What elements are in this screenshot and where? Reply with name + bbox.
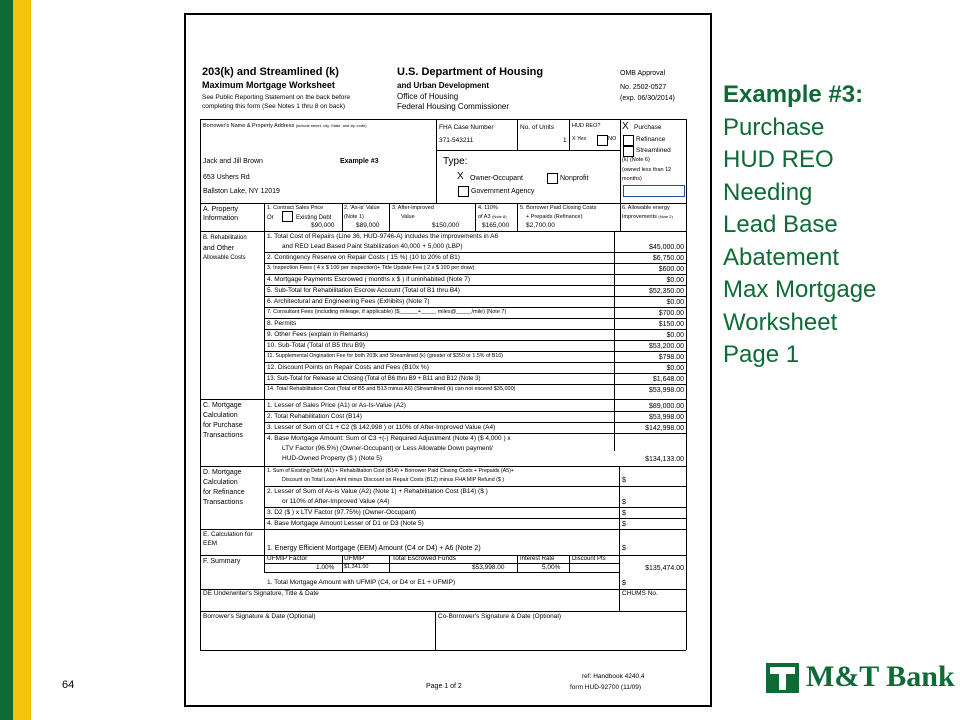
section-e-label-2: EEM [203, 540, 218, 547]
form-ref-number: form HUD-92700 (11/09) [570, 684, 642, 691]
ufmip-factor-label: UFMIP Factor [267, 555, 308, 562]
omb-approval: OMB Approval [620, 70, 666, 77]
d1-dollar: $ [622, 477, 626, 484]
a5-value: $2,700.00 [526, 222, 555, 229]
streamlined-checkbox [623, 146, 634, 157]
c2-value: $53,998.00 [648, 414, 684, 421]
coborrower-signature: Co-Borrower's Signature & Date (Optional) [438, 613, 561, 620]
nonprofit-checkbox [547, 173, 558, 184]
hud-reo-label: HUD REO? [572, 123, 601, 129]
section-d-label-3: for Refinance [203, 489, 245, 496]
section-b-label-1: B. Rehabilitation [203, 235, 247, 241]
d1-text-1: 1. Sum of Existing Debt (A1) + Rehabilitation Cost (B14) + Borrower Paid Closing Costs + Prepaids (A5)+ [267, 468, 515, 474]
b12-text: 12. Discount Points on Repair Costs and Fees (B10x %) [267, 364, 429, 371]
form-note-2: completing this form (See Notes 1 thru 8 on back) [202, 103, 346, 110]
slide-title-line-4: Needing [723, 178, 813, 206]
purchase-mark: X [622, 121, 629, 132]
slide-title-line-7: Max Mortgage [723, 276, 877, 303]
b14-value: $53,998.00 [648, 387, 684, 394]
slide-title-line-1: Example #3: [723, 81, 864, 108]
a1-value: $90,000 [311, 222, 335, 229]
units-label: No. of Units [520, 124, 554, 131]
a6-head-1: 6. Allowable energy [622, 205, 670, 211]
mt-bank-logo-text: M&T Bank [806, 660, 955, 693]
d3-text: 3. D2 ($ ) x LTV Factor (97.75%) (Owner-Occupant) [267, 509, 417, 516]
b10-value: $53,200.00 [648, 343, 684, 350]
d4-dollar: $ [622, 521, 626, 528]
slide-title-line-6: Abatement [723, 243, 840, 271]
b9-text: 9. Other Fees (explain in Remarks) [267, 331, 369, 338]
units-value: 1 [563, 137, 567, 144]
b6-text: 6. Architectural and Engineering Fees (Exhibits) (Note 7) [267, 298, 430, 305]
b7-value: $700.00 [658, 310, 684, 317]
b14-text: 14. Total Rehabilitation Cost (Total of B5 and B13 minus A6) (Streamlined (k) can not exceed $35,000) [267, 386, 516, 392]
c3-text: 3. Lesser of Sum of C1 + C2 ($ 142,998 ) or 110% of After-Improved Value (A4) [267, 424, 496, 431]
form-page-indicator: Page 1 of 2 [426, 683, 462, 690]
borrower-signature: Borrower's Signature & Date (Optional) [203, 613, 316, 620]
k-note: (k) (Note 6) [622, 157, 650, 163]
a2-note: (Note 1) [344, 214, 364, 220]
section-a-label-2: Information [203, 215, 239, 222]
form-dept-3: Office of Housing [397, 92, 459, 101]
section-d-label-2: Calculation [203, 479, 238, 486]
a5-head-1: 5. Borrower Paid Closing Costs [520, 205, 597, 211]
section-b-label-2: and Other [203, 245, 235, 252]
section-c-label-1: C. Mortgage [203, 402, 242, 409]
hud-reo-no: NO [608, 136, 617, 142]
b9-value: $0.00 [666, 332, 684, 339]
b13-text: 13. Sub-Total for Release at Closing (Total of B6 thru B9 + B11 and B12 (Note 3) [267, 376, 481, 382]
slide-title-line-8: Worksheet [723, 308, 838, 336]
omb-number: No. 2502-0527 [620, 84, 667, 91]
owned-note-2: months) [622, 176, 642, 182]
c1-value: $89,000.00 [648, 403, 684, 410]
b6-value: $0.00 [666, 299, 684, 306]
a3-value: $150,000 [432, 222, 460, 229]
section-c-label-4: Transactions [203, 432, 243, 439]
a3-head-1: 3. After-improved [392, 205, 434, 211]
refinance-option: Refinance [636, 136, 666, 143]
section-d-label-4: Transactions [203, 499, 243, 506]
hud-reo-yes: X Yes [572, 136, 587, 142]
brand-stripe-green [0, 0, 13, 720]
form-dept-4: Federal Housing Commissioner [397, 102, 510, 111]
b13-value: $1,648.00 [652, 376, 684, 383]
section-b-label-3: Allowable Costs [203, 255, 246, 261]
c4-value: $134,133.00 [645, 456, 684, 463]
section-f-label: F. Summary [203, 558, 241, 565]
b2-text: 2. Contingency Reserve on Repair Costs ( 15 %) (10 to 20% of B1) [267, 254, 460, 261]
nonprofit-option: Nonprofit [560, 175, 589, 182]
d2-text-1: 2. Lesser of Sum of As-is Value (A2) (Note 1) + Rehabilitation Cost (B14) ($ ) [267, 488, 488, 495]
b1-value: $45,000.00 [648, 244, 684, 251]
existing-debt-checkbox [282, 211, 293, 222]
total-mortgage-value: $135,474.00 [645, 565, 684, 572]
interest-rate-label: Interest Rate [520, 556, 555, 562]
form-title-2: Maximum Mortgage Worksheet [202, 80, 335, 90]
a1-or: Or [267, 215, 274, 221]
de-underwriter-signature: DE Underwriter's Signature, Title & Date [203, 590, 319, 597]
c3-value: $142,998.00 [645, 425, 684, 432]
omb-expiration: (exp. 06/30/2014) [620, 95, 675, 102]
form-note-1: See Public Reporting Statement on the back before [202, 94, 351, 101]
hud-form-scan [184, 13, 712, 707]
b1-text-2: and REO Lead Based Paint Stabilization 40,000 + 5,000 (LBP) [282, 243, 463, 250]
owner-occupant-option: Owner-Occupant [470, 175, 523, 182]
b11-text: 11. Supplemental Origination Fee for both 203k and Streamlined (k) (greater of $350 or 1.5% of B10) [267, 353, 504, 359]
b8-text: 8. Permits [267, 320, 297, 327]
a1-head: 1. Contract Sales Price [267, 205, 324, 211]
purchase-option: Purchase [634, 124, 662, 131]
b4-value: $0.00 [666, 277, 684, 284]
b2-value: $6,750.00 [652, 255, 684, 262]
chums-number: CHUMS No. [622, 590, 658, 597]
hud-reo-no-checkbox [597, 135, 608, 146]
brand-stripe-yellow [13, 0, 31, 720]
interest-rate-value: 5.00% [542, 564, 561, 571]
d4-text: 4. Base Mortgage Amount Lesser of D1 or D3 (Note 5) [267, 520, 424, 527]
fha-case-value: 371-543211 [439, 137, 474, 144]
c4-text-1: 4. Base Mortgage Amount: Sum of C3 +(-) Required Adjustment (Note 4) ($ 4,000 ) x [267, 435, 511, 442]
b3-value: $600.00 [658, 266, 684, 273]
b12-value: $0.00 [666, 365, 684, 372]
ufmip-label: UFMIP [344, 555, 365, 562]
fha-case-label: FHA Case Number [439, 124, 494, 131]
b5-value: $52,350.00 [648, 288, 684, 295]
b1-text: 1. Total Cost of Repairs (Line 36, HUD-9746-A) includes the improvements in A6 [267, 233, 499, 240]
c4-text-2: LTV Factor (96.5%) (Owner-Occupant) or Less Allowable Down payment/ [282, 445, 493, 452]
streamlined-option: Streamlined [636, 147, 671, 154]
gov-agency-checkbox [458, 186, 469, 197]
section-c-label-3: for Purchase [203, 422, 243, 429]
a4-value: $165,000 [482, 222, 510, 229]
d2-text-2: or 110% of After-Improved Value (A4) [282, 498, 390, 505]
b10-text: 10. Sub-Total (Total of B5 thru B9) [267, 342, 365, 349]
f1-dollar: $ [622, 580, 626, 587]
type-label: Type: [443, 156, 468, 167]
b11-value: $798.00 [658, 354, 684, 361]
refinance-checkbox [623, 135, 634, 146]
a2-head: 2. 'As-is' Value [344, 205, 380, 211]
c2-text: 2. Total Rehabilitation Cost (B14) [267, 413, 362, 420]
d1-text-2: Discount on Total Loan Amt minus Discount on Repair Costs (B12) minus FHA MIP Refund ($ ) [282, 477, 505, 483]
d3-dollar: $ [622, 510, 626, 517]
a5-head-2: + Prepaids (Refinance) [526, 214, 583, 220]
ufmip-factor-value: 1.00% [316, 564, 335, 571]
owner-occupant-mark: X [457, 171, 464, 182]
slide-title-line-2: Purchase [723, 113, 825, 141]
slide-page-number: 64 [62, 679, 75, 691]
section-c-label-2: Calculation [203, 412, 238, 419]
escrowed-value: $53,998.00 [472, 564, 505, 571]
f1-text: 1. Total Mortgage Amount with UFMIP (C4, or D4 or E1 + UFMIP) [267, 579, 456, 586]
form-title-1: 203(k) and Streamlined (k) [202, 66, 339, 78]
slide-title [723, 79, 953, 372]
b4-text: 4. Mortgage Payments Escrowed ( months x $ ) if uninhabited (Note 7) [267, 276, 471, 283]
borrower-name: Jack and Jill Brown [203, 158, 263, 165]
gov-agency-option: Government Agency [471, 188, 535, 195]
slide-title-line-5: Lead Base [723, 211, 838, 238]
b7-text: 7. Consultant Fees (including mileage, if applicable) ($______+_____ miles@_____/mile) (Note 7) [267, 309, 507, 315]
example-label: Example #3 [340, 158, 379, 165]
discount-pts-label: Discount Pts [572, 556, 606, 562]
a1-existing-debt: Existing Debt [296, 215, 332, 221]
b8-value: $150.00 [658, 321, 684, 328]
mt-bank-logo-mark-icon [766, 663, 799, 693]
a4-head-2: of A3 (Note 8) [478, 214, 507, 220]
owned-note-1: (owned less than 12 [622, 167, 672, 173]
a6-head-2: Improvements (Note 2) [622, 214, 673, 220]
form-dept-2: and Urban Development [397, 81, 490, 90]
form-dept-1: U.S. Department of Housing [397, 66, 544, 78]
e1-dollar: $ [622, 545, 626, 552]
slide-title-line-3: HUD REO [723, 146, 834, 173]
mt-bank-logo [766, 660, 955, 693]
c4-text-3: HUD-Owned Property ($ ) (Note 5) [282, 455, 383, 462]
section-d-label-1: D. Mortgage [203, 469, 242, 476]
a2-value: $89,000 [356, 222, 380, 229]
borrower-street: 653 Ushers Rd [203, 174, 250, 181]
e1-text: 1. Energy Efficient Mortgage (EEM) Amount (C4 or D4) + A6 (Note 2) [267, 545, 481, 552]
section-a-label-1: A. Property [203, 206, 239, 213]
section-e-label-1: E. Calculation for [203, 531, 253, 538]
ufmip-value: $1,341.00 [344, 564, 369, 570]
b3-text: 3. Inspection Fees ( 4 x $ 100 per inspection)+ Title Update Fee ( 2 x $ 100 per draw) [267, 265, 475, 271]
c1-text: 1. Lesser of Sales Price (A1) or As-Is-Value (A2) [267, 402, 406, 409]
borrower-city: Ballston Lake, NY 12019 [203, 188, 280, 195]
form-ref-handbook: ref: Handbook 4240.4 [582, 673, 645, 680]
owned-input-box [623, 185, 685, 197]
escrowed-label: Total Escrowed Funds [392, 555, 456, 562]
a3-head-2: Value [401, 214, 415, 220]
d2-dollar: $ [622, 499, 626, 506]
slide-title-line-9: Page 1 [723, 341, 800, 368]
borrower-label: Borrower's Name & Property Address (include street, city, State, and zip code) [203, 123, 367, 129]
b5-text: 5. Sub-Total for Rehabilitation Escrow Account (Total of B1 thru B4) [267, 287, 460, 294]
a4-head-1: 4. 110% [478, 205, 498, 211]
